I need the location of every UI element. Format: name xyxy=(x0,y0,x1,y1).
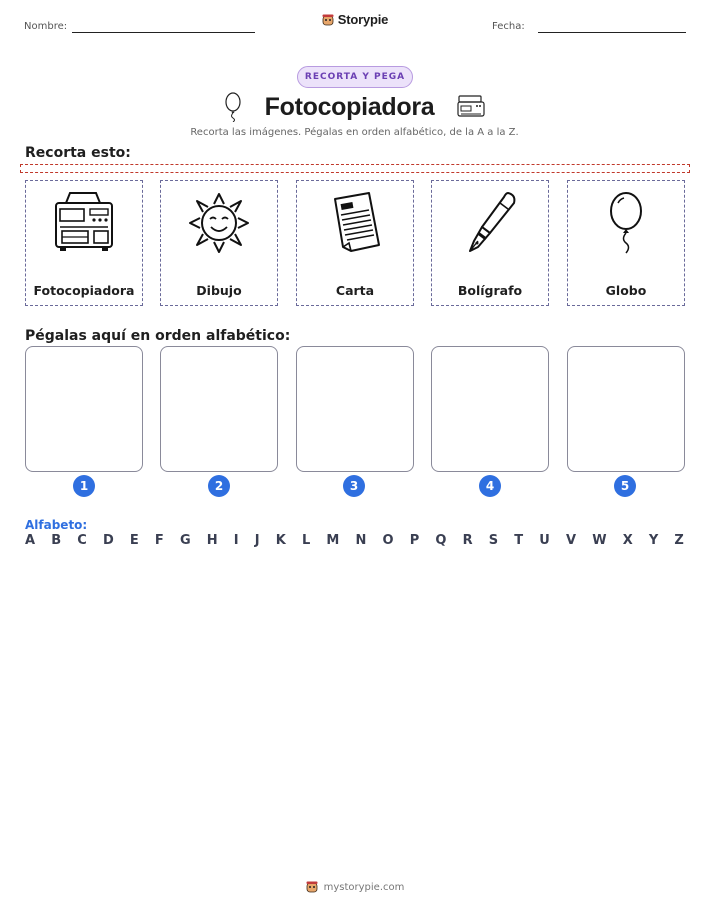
cut-card-boligrafo[interactable] xyxy=(431,180,549,306)
alphabet-letter: O xyxy=(382,533,394,548)
card-label: Fotocopiadora xyxy=(33,283,135,298)
position-number: 3 xyxy=(343,475,365,497)
fountain-pen-icon xyxy=(456,189,524,257)
alphabet-letter: F xyxy=(154,533,164,548)
cut-card-globo[interactable] xyxy=(567,180,685,306)
footer-site-link[interactable]: mystorypie.com xyxy=(323,881,405,893)
date-label: Fecha: xyxy=(492,21,525,32)
alphabet-letter: H xyxy=(206,533,218,548)
cut-card-carta[interactable] xyxy=(296,180,414,306)
card-label: Dibujo xyxy=(196,283,242,298)
position-number: 5 xyxy=(614,475,636,497)
alphabet-letter: M xyxy=(326,533,340,548)
alphabet-letter: K xyxy=(275,533,286,548)
activity-badge: RECORTA Y PEGA xyxy=(297,66,413,88)
alphabet-letter: V xyxy=(566,533,577,548)
alphabet-letter: R xyxy=(462,533,473,548)
alphabet-letter: E xyxy=(129,533,139,548)
alphabet-letter: Z xyxy=(674,533,684,548)
alphabet-letter: N xyxy=(355,533,367,548)
alphabet-letter: W xyxy=(592,533,607,548)
paste-box-1[interactable] xyxy=(25,346,143,472)
card-label: Carta xyxy=(335,283,375,298)
alphabet-row xyxy=(25,533,684,548)
title-row xyxy=(0,90,709,124)
name-label: Nombre: xyxy=(24,21,68,32)
photocopier-icon xyxy=(456,94,486,120)
alphabet-letter: L xyxy=(301,533,311,548)
alphabet-letter: C xyxy=(77,533,87,548)
alphabet-letter: J xyxy=(254,533,260,548)
balloon-icon xyxy=(223,92,243,122)
brand-logo xyxy=(0,12,709,27)
alphabet-letter: P xyxy=(409,533,420,548)
brand-name: Storypie xyxy=(337,12,389,27)
position-number: 1 xyxy=(73,475,95,497)
page-title: Fotocopiadora xyxy=(264,92,435,121)
paste-box-4[interactable] xyxy=(431,346,549,472)
cut-section-heading: Recorta esto: xyxy=(25,145,131,161)
position-number: 2 xyxy=(208,475,230,497)
alphabet-letter: U xyxy=(539,533,550,548)
balloon-icon xyxy=(592,189,660,257)
alphabet-letter: S xyxy=(488,533,499,548)
paste-box-2[interactable] xyxy=(160,346,278,472)
date-line[interactable] xyxy=(538,32,686,33)
photocopier-icon xyxy=(50,189,118,257)
card-label: Bolígrafo xyxy=(457,283,523,298)
alphabet-letter: A xyxy=(25,533,36,548)
name-line[interactable] xyxy=(72,32,255,33)
alphabet-letter: X xyxy=(622,533,633,548)
cut-card-dibujo[interactable] xyxy=(160,180,278,306)
alphabet-letter: B xyxy=(51,533,62,548)
paste-box-3[interactable] xyxy=(296,346,414,472)
alphabet-letter: Y xyxy=(648,533,659,548)
alphabet-letter: T xyxy=(514,533,524,548)
paste-section-heading: Pégalas aquí en orden alfabético: xyxy=(25,328,291,344)
alphabet-letter: D xyxy=(102,533,114,548)
storypie-mascot-icon xyxy=(321,13,335,27)
paste-box-5[interactable] xyxy=(567,346,685,472)
alphabet-letter: Q xyxy=(435,533,447,548)
cut-card-fotocopiadora[interactable] xyxy=(25,180,143,306)
alphabet-letter: G xyxy=(179,533,191,548)
alphabet-heading: Alfabeto: xyxy=(25,518,88,532)
card-label: Globo xyxy=(605,283,647,298)
sun-icon xyxy=(185,189,253,257)
alphabet-letter: I xyxy=(233,533,239,548)
instructions: Recorta las imágenes. Pégalas en orden alfabético, de la A a la Z. xyxy=(190,127,519,138)
storypie-mascot-icon xyxy=(305,880,319,894)
letter-icon xyxy=(321,189,389,257)
position-number: 4 xyxy=(479,475,501,497)
footer xyxy=(0,880,709,894)
cut-line xyxy=(20,164,690,173)
